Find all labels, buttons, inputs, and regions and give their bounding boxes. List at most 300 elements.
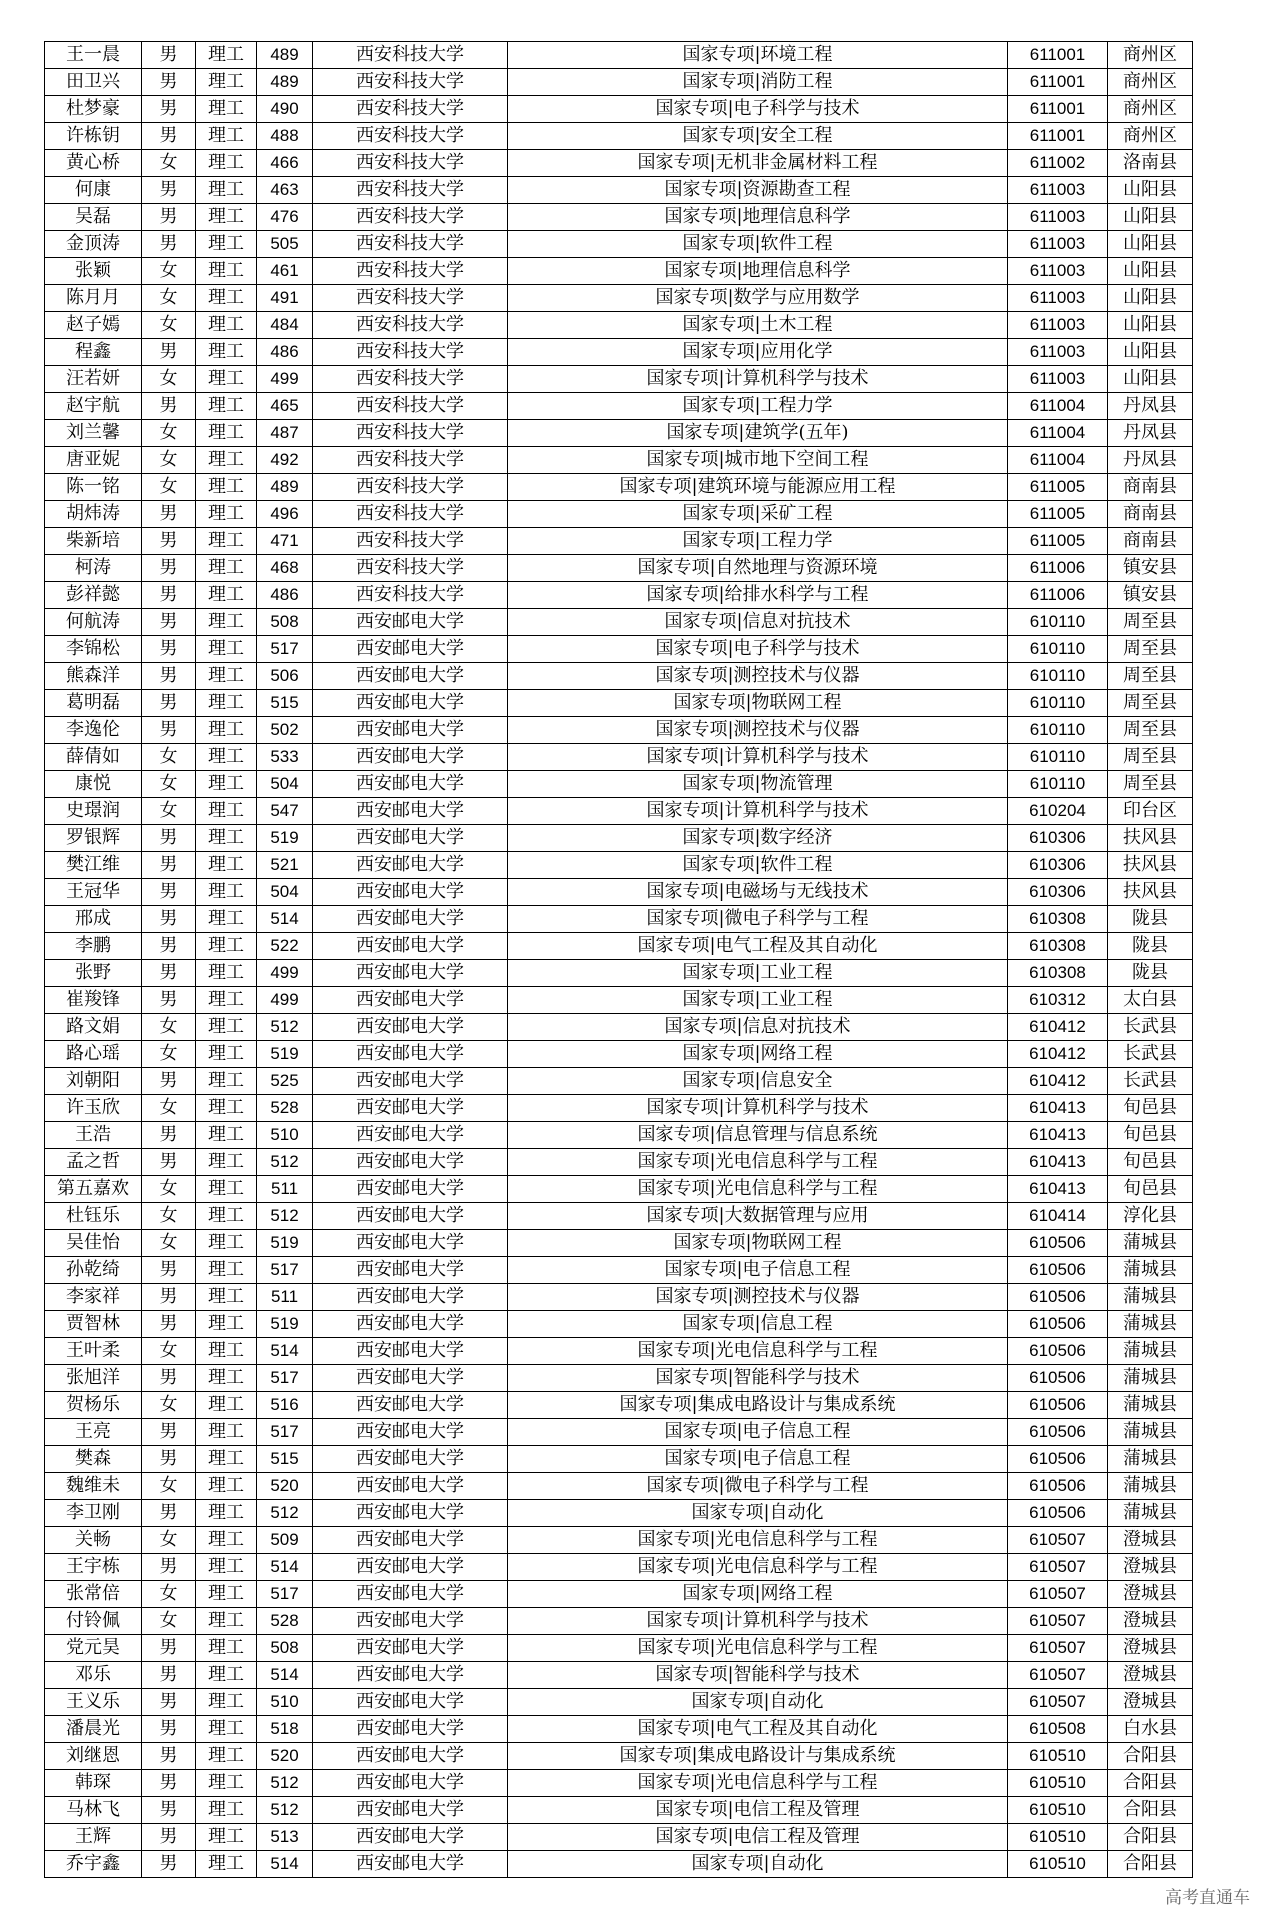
- region-code-cell: 610306: [1008, 825, 1108, 852]
- category-cell: 理工: [196, 609, 257, 636]
- district-cell: 山阳县: [1108, 339, 1193, 366]
- district-cell: 周至县: [1108, 717, 1193, 744]
- table-row: [45, 1581, 1193, 1608]
- region-code-cell: 610507: [1008, 1608, 1108, 1635]
- university-cell: 西安科技大学: [313, 501, 508, 528]
- student-name-cell: 史璟润: [45, 798, 142, 825]
- district-cell: 商南县: [1108, 528, 1193, 555]
- region-code-cell: 610506: [1008, 1446, 1108, 1473]
- table-row: [45, 663, 1193, 690]
- student-name-cell: 刘兰馨: [45, 420, 142, 447]
- score-cell: 512: [257, 1770, 313, 1797]
- university-cell: 西安邮电大学: [313, 987, 508, 1014]
- district-cell: 长武县: [1108, 1014, 1193, 1041]
- student-name-cell: 吴佳怡: [45, 1230, 142, 1257]
- gender-cell: 女: [142, 744, 196, 771]
- university-cell: 西安科技大学: [313, 69, 508, 96]
- major-cell: 国家专项|数学与应用数学: [508, 285, 1008, 312]
- district-cell: 周至县: [1108, 663, 1193, 690]
- score-cell: 499: [257, 366, 313, 393]
- category-cell: 理工: [196, 690, 257, 717]
- gender-cell: 男: [142, 1365, 196, 1392]
- category-cell: 理工: [196, 1338, 257, 1365]
- gender-cell: 男: [142, 231, 196, 258]
- university-cell: 西安邮电大学: [313, 1662, 508, 1689]
- district-cell: 澄城县: [1108, 1608, 1193, 1635]
- major-cell: 国家专项|自动化: [508, 1851, 1008, 1878]
- student-name-cell: 熊森洋: [45, 663, 142, 690]
- region-code-cell: 610506: [1008, 1230, 1108, 1257]
- gender-cell: 女: [142, 312, 196, 339]
- major-cell: 国家专项|集成电路设计与集成系统: [508, 1392, 1008, 1419]
- table-row: [45, 393, 1193, 420]
- student-name-cell: 许玉欣: [45, 1095, 142, 1122]
- category-cell: 理工: [196, 42, 257, 69]
- student-name-cell: 汪若妍: [45, 366, 142, 393]
- major-cell: 国家专项|建筑环境与能源应用工程: [508, 474, 1008, 501]
- table-row: [45, 528, 1193, 555]
- category-cell: 理工: [196, 1176, 257, 1203]
- major-cell: 国家专项|安全工程: [508, 123, 1008, 150]
- student-name-cell: 胡炜涛: [45, 501, 142, 528]
- region-code-cell: 610508: [1008, 1716, 1108, 1743]
- district-cell: 周至县: [1108, 636, 1193, 663]
- student-name-cell: 邓乐: [45, 1662, 142, 1689]
- gender-cell: 女: [142, 1338, 196, 1365]
- university-cell: 西安邮电大学: [313, 1500, 508, 1527]
- table-row: [45, 609, 1193, 636]
- score-cell: 514: [257, 1662, 313, 1689]
- student-name-cell: 贺杨乐: [45, 1392, 142, 1419]
- table-row: [45, 1122, 1193, 1149]
- table-row: [45, 285, 1193, 312]
- gender-cell: 女: [142, 1014, 196, 1041]
- table-row: [45, 1824, 1193, 1851]
- gender-cell: 男: [142, 1554, 196, 1581]
- university-cell: 西安科技大学: [313, 582, 508, 609]
- gender-cell: 男: [142, 690, 196, 717]
- table-row: [45, 879, 1193, 906]
- gender-cell: 女: [142, 1392, 196, 1419]
- table-row: [45, 123, 1193, 150]
- university-cell: 西安邮电大学: [313, 1824, 508, 1851]
- table-row: [45, 636, 1193, 663]
- student-name-cell: 罗银辉: [45, 825, 142, 852]
- category-cell: 理工: [196, 1797, 257, 1824]
- table-row: [45, 501, 1193, 528]
- score-cell: 510: [257, 1122, 313, 1149]
- category-cell: 理工: [196, 663, 257, 690]
- table-row: [45, 1797, 1193, 1824]
- table-row: [45, 987, 1193, 1014]
- score-cell: 471: [257, 528, 313, 555]
- university-cell: 西安邮电大学: [313, 879, 508, 906]
- region-code-cell: 610110: [1008, 636, 1108, 663]
- student-name-cell: 第五嘉欢: [45, 1176, 142, 1203]
- admission-table: [44, 41, 1193, 1878]
- category-cell: 理工: [196, 258, 257, 285]
- major-cell: 国家专项|测控技术与仪器: [508, 1284, 1008, 1311]
- category-cell: 理工: [196, 1689, 257, 1716]
- student-name-cell: 田卫兴: [45, 69, 142, 96]
- university-cell: 西安科技大学: [313, 177, 508, 204]
- district-cell: 合阳县: [1108, 1797, 1193, 1824]
- student-name-cell: 崔羧锋: [45, 987, 142, 1014]
- score-cell: 521: [257, 852, 313, 879]
- student-name-cell: 李卫刚: [45, 1500, 142, 1527]
- category-cell: 理工: [196, 1419, 257, 1446]
- major-cell: 国家专项|计算机科学与技术: [508, 744, 1008, 771]
- score-cell: 517: [257, 1419, 313, 1446]
- student-name-cell: 葛明磊: [45, 690, 142, 717]
- district-cell: 丹凤县: [1108, 393, 1193, 420]
- district-cell: 商州区: [1108, 69, 1193, 96]
- university-cell: 西安邮电大学: [313, 771, 508, 798]
- score-cell: 517: [257, 636, 313, 663]
- category-cell: 理工: [196, 1716, 257, 1743]
- university-cell: 西安邮电大学: [313, 1608, 508, 1635]
- score-cell: 508: [257, 609, 313, 636]
- university-cell: 西安邮电大学: [313, 1176, 508, 1203]
- score-cell: 492: [257, 447, 313, 474]
- gender-cell: 男: [142, 1689, 196, 1716]
- student-name-cell: 金顶涛: [45, 231, 142, 258]
- major-cell: 国家专项|网络工程: [508, 1581, 1008, 1608]
- student-name-cell: 康悦: [45, 771, 142, 798]
- major-cell: 国家专项|工程力学: [508, 393, 1008, 420]
- region-code-cell: 610308: [1008, 960, 1108, 987]
- student-name-cell: 柯涛: [45, 555, 142, 582]
- table-row: [45, 42, 1193, 69]
- score-cell: 517: [257, 1581, 313, 1608]
- score-cell: 528: [257, 1608, 313, 1635]
- student-name-cell: 张旭洋: [45, 1365, 142, 1392]
- region-code-cell: 611005: [1008, 501, 1108, 528]
- major-cell: 国家专项|测控技术与仪器: [508, 663, 1008, 690]
- university-cell: 西安邮电大学: [313, 663, 508, 690]
- district-cell: 山阳县: [1108, 285, 1193, 312]
- category-cell: 理工: [196, 1014, 257, 1041]
- university-cell: 西安邮电大学: [313, 1797, 508, 1824]
- category-cell: 理工: [196, 798, 257, 825]
- category-cell: 理工: [196, 393, 257, 420]
- region-code-cell: 610412: [1008, 1014, 1108, 1041]
- gender-cell: 男: [142, 1122, 196, 1149]
- score-cell: 510: [257, 1689, 313, 1716]
- university-cell: 西安邮电大学: [313, 933, 508, 960]
- table-row: [45, 1311, 1193, 1338]
- district-cell: 扶风县: [1108, 879, 1193, 906]
- district-cell: 长武县: [1108, 1068, 1193, 1095]
- major-cell: 国家专项|集成电路设计与集成系统: [508, 1743, 1008, 1770]
- table-row: [45, 366, 1193, 393]
- major-cell: 国家专项|计算机科学与技术: [508, 1095, 1008, 1122]
- region-code-cell: 610204: [1008, 798, 1108, 825]
- district-cell: 镇安县: [1108, 555, 1193, 582]
- gender-cell: 男: [142, 177, 196, 204]
- region-code-cell: 611001: [1008, 69, 1108, 96]
- table-row: [45, 744, 1193, 771]
- student-name-cell: 王辉: [45, 1824, 142, 1851]
- gender-cell: 女: [142, 150, 196, 177]
- university-cell: 西安邮电大学: [313, 1581, 508, 1608]
- category-cell: 理工: [196, 420, 257, 447]
- score-cell: 512: [257, 1149, 313, 1176]
- score-cell: 508: [257, 1635, 313, 1662]
- region-code-cell: 611003: [1008, 312, 1108, 339]
- university-cell: 西安邮电大学: [313, 1392, 508, 1419]
- score-cell: 506: [257, 663, 313, 690]
- score-cell: 522: [257, 933, 313, 960]
- student-name-cell: 关畅: [45, 1527, 142, 1554]
- category-cell: 理工: [196, 177, 257, 204]
- region-code-cell: 610110: [1008, 690, 1108, 717]
- region-code-cell: 611003: [1008, 177, 1108, 204]
- major-cell: 国家专项|资源勘查工程: [508, 177, 1008, 204]
- gender-cell: 男: [142, 96, 196, 123]
- major-cell: 国家专项|环境工程: [508, 42, 1008, 69]
- score-cell: 504: [257, 879, 313, 906]
- student-name-cell: 邢成: [45, 906, 142, 933]
- gender-cell: 男: [142, 339, 196, 366]
- region-code-cell: 610308: [1008, 906, 1108, 933]
- district-cell: 蒲城县: [1108, 1311, 1193, 1338]
- district-cell: 商州区: [1108, 42, 1193, 69]
- university-cell: 西安邮电大学: [313, 1851, 508, 1878]
- category-cell: 理工: [196, 123, 257, 150]
- region-code-cell: 611003: [1008, 366, 1108, 393]
- student-name-cell: 吴磊: [45, 204, 142, 231]
- student-name-cell: 唐亚妮: [45, 447, 142, 474]
- district-cell: 印台区: [1108, 798, 1193, 825]
- gender-cell: 男: [142, 960, 196, 987]
- table-row: [45, 1014, 1193, 1041]
- gender-cell: 男: [142, 1257, 196, 1284]
- gender-cell: 男: [142, 1500, 196, 1527]
- district-cell: 丹凤县: [1108, 420, 1193, 447]
- region-code-cell: 610506: [1008, 1338, 1108, 1365]
- district-cell: 山阳县: [1108, 204, 1193, 231]
- score-cell: 484: [257, 312, 313, 339]
- category-cell: 理工: [196, 636, 257, 663]
- region-code-cell: 610506: [1008, 1284, 1108, 1311]
- major-cell: 国家专项|电子科学与技术: [508, 636, 1008, 663]
- category-cell: 理工: [196, 1743, 257, 1770]
- gender-cell: 男: [142, 69, 196, 96]
- student-name-cell: 王一晨: [45, 42, 142, 69]
- region-code-cell: 610412: [1008, 1068, 1108, 1095]
- region-code-cell: 610506: [1008, 1500, 1108, 1527]
- district-cell: 澄城县: [1108, 1689, 1193, 1716]
- major-cell: 国家专项|网络工程: [508, 1041, 1008, 1068]
- table-row: [45, 933, 1193, 960]
- district-cell: 山阳县: [1108, 177, 1193, 204]
- region-code-cell: 610507: [1008, 1662, 1108, 1689]
- gender-cell: 男: [142, 1284, 196, 1311]
- category-cell: 理工: [196, 1095, 257, 1122]
- category-cell: 理工: [196, 906, 257, 933]
- category-cell: 理工: [196, 150, 257, 177]
- gender-cell: 女: [142, 285, 196, 312]
- region-code-cell: 611004: [1008, 420, 1108, 447]
- category-cell: 理工: [196, 1365, 257, 1392]
- region-code-cell: 611005: [1008, 474, 1108, 501]
- university-cell: 西安邮电大学: [313, 1068, 508, 1095]
- score-cell: 509: [257, 1527, 313, 1554]
- region-code-cell: 611001: [1008, 123, 1108, 150]
- university-cell: 西安科技大学: [313, 393, 508, 420]
- score-cell: 519: [257, 1311, 313, 1338]
- student-name-cell: 王叶柔: [45, 1338, 142, 1365]
- gender-cell: 男: [142, 582, 196, 609]
- major-cell: 国家专项|电气工程及其自动化: [508, 1716, 1008, 1743]
- table-row: [45, 1176, 1193, 1203]
- category-cell: 理工: [196, 1824, 257, 1851]
- table-row: [45, 474, 1193, 501]
- table-row: [45, 1203, 1193, 1230]
- score-cell: 547: [257, 798, 313, 825]
- table-row: [45, 852, 1193, 879]
- score-cell: 491: [257, 285, 313, 312]
- major-cell: 国家专项|光电信息科学与工程: [508, 1176, 1008, 1203]
- table-row: [45, 1419, 1193, 1446]
- gender-cell: 女: [142, 771, 196, 798]
- university-cell: 西安邮电大学: [313, 1338, 508, 1365]
- student-name-cell: 李逸伦: [45, 717, 142, 744]
- major-cell: 国家专项|工程力学: [508, 528, 1008, 555]
- university-cell: 西安科技大学: [313, 339, 508, 366]
- category-cell: 理工: [196, 1662, 257, 1689]
- gender-cell: 男: [142, 906, 196, 933]
- score-cell: 476: [257, 204, 313, 231]
- district-cell: 镇安县: [1108, 582, 1193, 609]
- table-row: [45, 1500, 1193, 1527]
- region-code-cell: 610506: [1008, 1419, 1108, 1446]
- table-row: [45, 204, 1193, 231]
- category-cell: 理工: [196, 717, 257, 744]
- score-cell: 461: [257, 258, 313, 285]
- student-name-cell: 付铃佩: [45, 1608, 142, 1635]
- major-cell: 国家专项|信息安全: [508, 1068, 1008, 1095]
- score-cell: 514: [257, 1851, 313, 1878]
- student-name-cell: 樊江维: [45, 852, 142, 879]
- score-cell: 463: [257, 177, 313, 204]
- category-cell: 理工: [196, 1284, 257, 1311]
- university-cell: 西安邮电大学: [313, 690, 508, 717]
- major-cell: 国家专项|微电子科学与工程: [508, 1473, 1008, 1500]
- district-cell: 合阳县: [1108, 1851, 1193, 1878]
- gender-cell: 女: [142, 1527, 196, 1554]
- score-cell: 504: [257, 771, 313, 798]
- student-name-cell: 程鑫: [45, 339, 142, 366]
- category-cell: 理工: [196, 1392, 257, 1419]
- table-row: [45, 150, 1193, 177]
- category-cell: 理工: [196, 1581, 257, 1608]
- major-cell: 国家专项|信息对抗技术: [508, 609, 1008, 636]
- table-row: [45, 798, 1193, 825]
- region-code-cell: 610507: [1008, 1635, 1108, 1662]
- district-cell: 商州区: [1108, 96, 1193, 123]
- university-cell: 西安邮电大学: [313, 1284, 508, 1311]
- category-cell: 理工: [196, 1149, 257, 1176]
- table-row: [45, 420, 1193, 447]
- region-code-cell: 611001: [1008, 96, 1108, 123]
- student-name-cell: 路文娟: [45, 1014, 142, 1041]
- district-cell: 陇县: [1108, 960, 1193, 987]
- gender-cell: 男: [142, 987, 196, 1014]
- university-cell: 西安邮电大学: [313, 852, 508, 879]
- region-code-cell: 610506: [1008, 1392, 1108, 1419]
- university-cell: 西安邮电大学: [313, 1122, 508, 1149]
- major-cell: 国家专项|建筑学(五年): [508, 420, 1008, 447]
- score-cell: 466: [257, 150, 313, 177]
- category-cell: 理工: [196, 555, 257, 582]
- gender-cell: 男: [142, 1419, 196, 1446]
- gender-cell: 男: [142, 528, 196, 555]
- district-cell: 陇县: [1108, 906, 1193, 933]
- student-name-cell: 陈月月: [45, 285, 142, 312]
- student-name-cell: 杜梦豪: [45, 96, 142, 123]
- major-cell: 国家专项|工业工程: [508, 960, 1008, 987]
- score-cell: 512: [257, 1014, 313, 1041]
- region-code-cell: 610110: [1008, 744, 1108, 771]
- table-row: [45, 1338, 1193, 1365]
- category-cell: 理工: [196, 1446, 257, 1473]
- gender-cell: 男: [142, 933, 196, 960]
- gender-cell: 男: [142, 555, 196, 582]
- district-cell: 陇县: [1108, 933, 1193, 960]
- score-cell: 513: [257, 1824, 313, 1851]
- score-cell: 514: [257, 906, 313, 933]
- university-cell: 西安邮电大学: [313, 825, 508, 852]
- score-cell: 489: [257, 474, 313, 501]
- university-cell: 西安邮电大学: [313, 744, 508, 771]
- gender-cell: 女: [142, 258, 196, 285]
- table-row: [45, 1527, 1193, 1554]
- gender-cell: 男: [142, 1851, 196, 1878]
- major-cell: 国家专项|电气工程及其自动化: [508, 933, 1008, 960]
- district-cell: 旬邑县: [1108, 1176, 1193, 1203]
- university-cell: 西安邮电大学: [313, 1095, 508, 1122]
- university-cell: 西安邮电大学: [313, 1419, 508, 1446]
- student-name-cell: 许栋钥: [45, 123, 142, 150]
- district-cell: 旬邑县: [1108, 1095, 1193, 1122]
- table-row: [45, 1365, 1193, 1392]
- major-cell: 国家专项|光电信息科学与工程: [508, 1149, 1008, 1176]
- major-cell: 国家专项|电子科学与技术: [508, 96, 1008, 123]
- region-code-cell: 610413: [1008, 1176, 1108, 1203]
- score-cell: 499: [257, 960, 313, 987]
- region-code-cell: 611004: [1008, 447, 1108, 474]
- district-cell: 蒲城县: [1108, 1446, 1193, 1473]
- region-code-cell: 611004: [1008, 393, 1108, 420]
- district-cell: 周至县: [1108, 771, 1193, 798]
- region-code-cell: 610507: [1008, 1689, 1108, 1716]
- category-cell: 理工: [196, 1203, 257, 1230]
- university-cell: 西安邮电大学: [313, 960, 508, 987]
- university-cell: 西安邮电大学: [313, 1527, 508, 1554]
- major-cell: 国家专项|计算机科学与技术: [508, 1608, 1008, 1635]
- district-cell: 蒲城县: [1108, 1230, 1193, 1257]
- gender-cell: 男: [142, 123, 196, 150]
- student-name-cell: 黄心桥: [45, 150, 142, 177]
- major-cell: 国家专项|应用化学: [508, 339, 1008, 366]
- score-cell: 465: [257, 393, 313, 420]
- table-row: [45, 1851, 1193, 1878]
- student-name-cell: 陈一铭: [45, 474, 142, 501]
- student-name-cell: 王宇栋: [45, 1554, 142, 1581]
- major-cell: 国家专项|城市地下空间工程: [508, 447, 1008, 474]
